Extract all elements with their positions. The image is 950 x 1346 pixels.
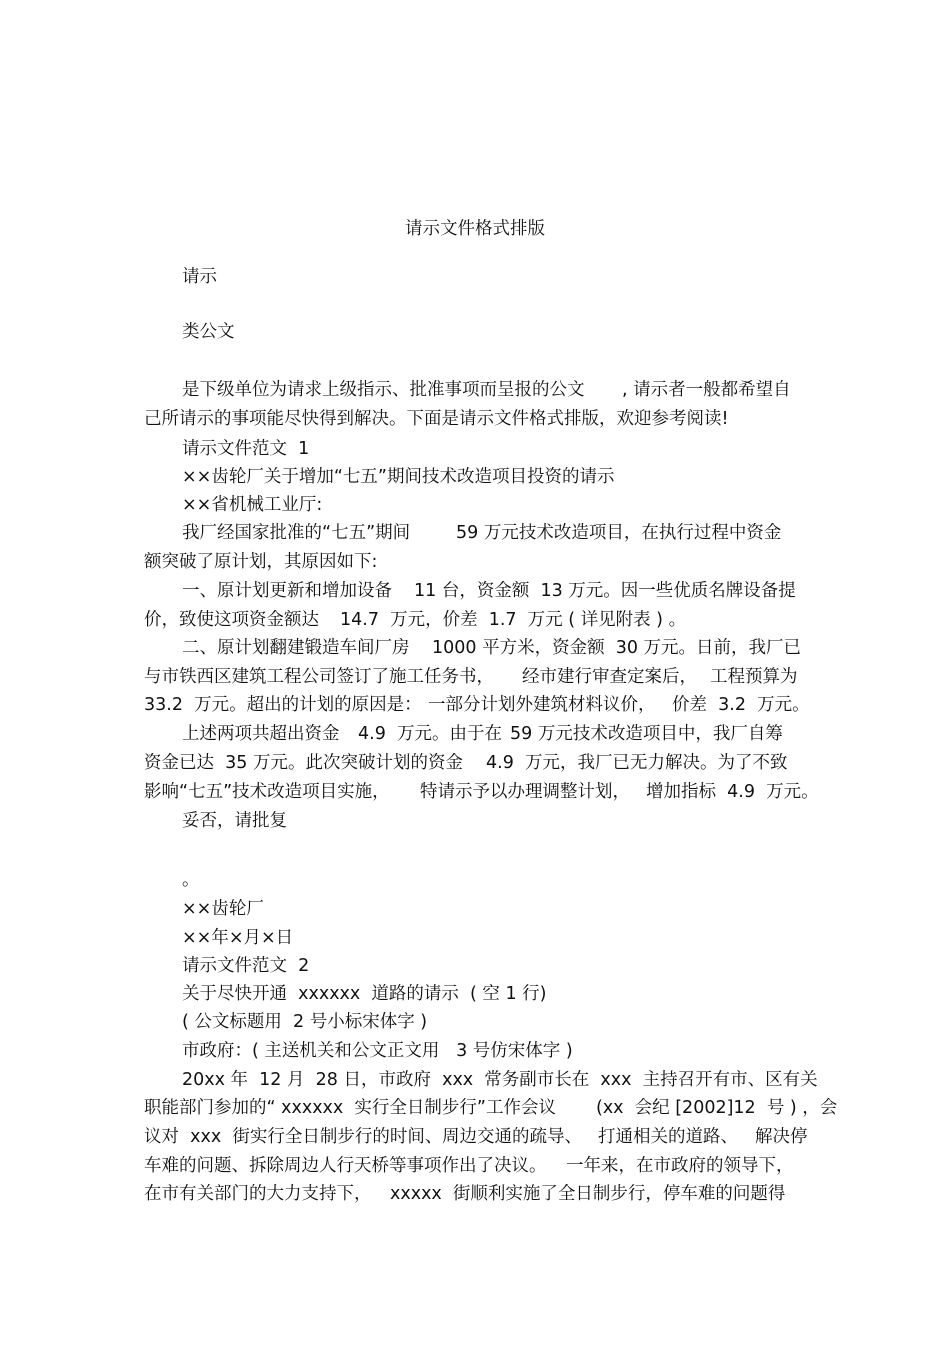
- paragraph-line: [0, 1180, 950, 1208]
- line-text: (xx 会纪 [2002]12 号 ) ，会: [596, 1098, 838, 1118]
- paragraph-line: [0, 577, 950, 605]
- title-text: 请示文件格式排版: [405, 219, 545, 239]
- paragraph-line: [0, 1037, 950, 1065]
- line-text: 增加指标 4.9 万元。: [646, 782, 819, 802]
- line-text: 一部分计划外建筑材料议价，: [428, 695, 656, 715]
- line-text: 职能部门参加的“ xxxxxx 实行全日制步行”工作会议: [144, 1098, 556, 1118]
- line-text: xxxxx 街顺利实施了全日制步行，停车难的问题得: [390, 1184, 786, 1204]
- line-text: 请示: [182, 267, 217, 287]
- line-text: 市政府：( 主送机关和公文正文用 3 号仿宋体字 ): [182, 1041, 573, 1061]
- line-text: 特请示予以办理调整计划，: [420, 782, 630, 802]
- paragraph-line: [0, 519, 950, 547]
- line-text: 是下级单位为请求上级指示、批准事项而呈报的公文: [182, 380, 585, 400]
- line-text: 59 万元技术改造项目，在执行过程中资金: [456, 523, 782, 543]
- paragraph-line: [0, 1094, 950, 1122]
- line-text: 二、原计划翻建锻造车间厂房: [182, 638, 410, 658]
- paragraph-line: [0, 435, 950, 463]
- line-text: 59 万元技术改造项目中，我厂自筹: [510, 724, 783, 744]
- line-text: 我厂经国家批准的“七五”期间: [182, 523, 411, 543]
- document-title: [0, 215, 950, 243]
- paragraph-line: [0, 376, 950, 404]
- line-text: ××齿轮厂关于增加“七五”期间技术改造项目投资的请示: [182, 467, 615, 487]
- paragraph-line: [0, 778, 950, 806]
- line-text: 类公文: [182, 322, 235, 342]
- paragraph-line: [0, 691, 950, 719]
- line-text: 解决停: [755, 1127, 808, 1147]
- paragraph-line: [0, 952, 950, 980]
- line-text: 14.7 万元，价差 1.7 万元 ( 详见附表 ) 。: [340, 610, 687, 630]
- line-text: 4.9 万元，我厂已无力解决。为了不致: [486, 753, 788, 773]
- paragraph-line: [0, 634, 950, 662]
- paragraph-line: [0, 463, 950, 491]
- line-text: 一年来，在市政府的领导下，: [566, 1156, 794, 1176]
- line-text: 价差 3.2 万元。: [672, 695, 810, 715]
- line-text: ××齿轮厂: [182, 899, 264, 919]
- paragraph-line: [0, 807, 950, 835]
- line-text: ××省机械工业厅:: [182, 495, 323, 515]
- paragraph-line: [0, 318, 950, 346]
- line-text: ××年×月×日: [182, 928, 294, 948]
- line-text: 议对 xxx 街实行全日制步行的时间、: [144, 1127, 443, 1147]
- line-text: 11 台，资金额 13 万元。因一些优质名牌设备提: [414, 581, 796, 601]
- line-text: 1000 平方米，资金额 30 万元。日前，我厂已: [432, 638, 802, 658]
- line-text: 。: [182, 870, 200, 890]
- line-text: 打通相关的道路、: [598, 1127, 738, 1147]
- line-text: 上述两项共超出资金: [182, 724, 340, 744]
- paragraph-line: [0, 720, 950, 748]
- paragraph-line: [0, 749, 950, 777]
- line-text: 关于尽快开通 xxxxxx 道路的请示 ( 空 1 行): [182, 984, 547, 1004]
- line-text: ( 公文标题用 2 号小标宋体字 ): [182, 1012, 428, 1032]
- paragraph-line: [0, 263, 950, 291]
- line-text: 工程预算为: [710, 667, 798, 687]
- line-text: 周边交通的疏导、: [442, 1127, 582, 1147]
- paragraph-line: [0, 1008, 950, 1036]
- line-text: 妥否，请批复: [182, 811, 287, 831]
- line-text: 在市有关部门的大力支持下，: [144, 1184, 372, 1204]
- line-text: 资金已达 35 万元。此次突破计划的资金: [144, 753, 463, 773]
- paragraph-line: [0, 924, 950, 952]
- line-text: 影响“七五”技术改造项目实施，: [144, 782, 390, 802]
- line-text: 请示文件范文 1: [182, 439, 310, 459]
- line-text: 己所请示的事项能尽快得到解决。下面是请示文件格式排版，欢迎参考阅读!: [144, 409, 729, 429]
- paragraph-line: [0, 895, 950, 923]
- paragraph-line: [0, 663, 950, 691]
- paragraph-line: [0, 980, 950, 1008]
- line-text: 车难的问题、拆除周边人行天桥等事项作出了决议。: [144, 1156, 547, 1176]
- line-text: 请示文件范文 2: [182, 956, 310, 976]
- line-text: 4.9 万元。由于在: [358, 724, 502, 744]
- line-text: 与市铁西区建筑工程公司签订了施工任务书，: [144, 667, 494, 687]
- line-text: 33.2 万元。超出的计划的原因是：: [144, 695, 422, 715]
- line-text: 经市建行审查定案后，: [522, 667, 697, 687]
- line-text: 价，致使这项资金额达: [144, 610, 319, 630]
- paragraph-line: [0, 606, 950, 634]
- paragraph-line: [0, 866, 950, 894]
- paragraph-line: [0, 1066, 950, 1094]
- paragraph-line: [0, 491, 950, 519]
- line-text: , 请示者一般都希望自: [622, 380, 791, 400]
- line-text: 额突破了原计划，其原因如下:: [144, 552, 378, 572]
- line-text: 一、原计划更新和增加设备: [182, 581, 392, 601]
- line-text: 20xx 年 12 月 28 日，市政府 xxx 常务副市长在 xxx 主持召开有市、区有关: [182, 1070, 818, 1090]
- paragraph-line: [0, 1123, 950, 1151]
- paragraph-line: [0, 405, 950, 433]
- paragraph-line: [0, 1152, 950, 1180]
- paragraph-line: [0, 548, 950, 576]
